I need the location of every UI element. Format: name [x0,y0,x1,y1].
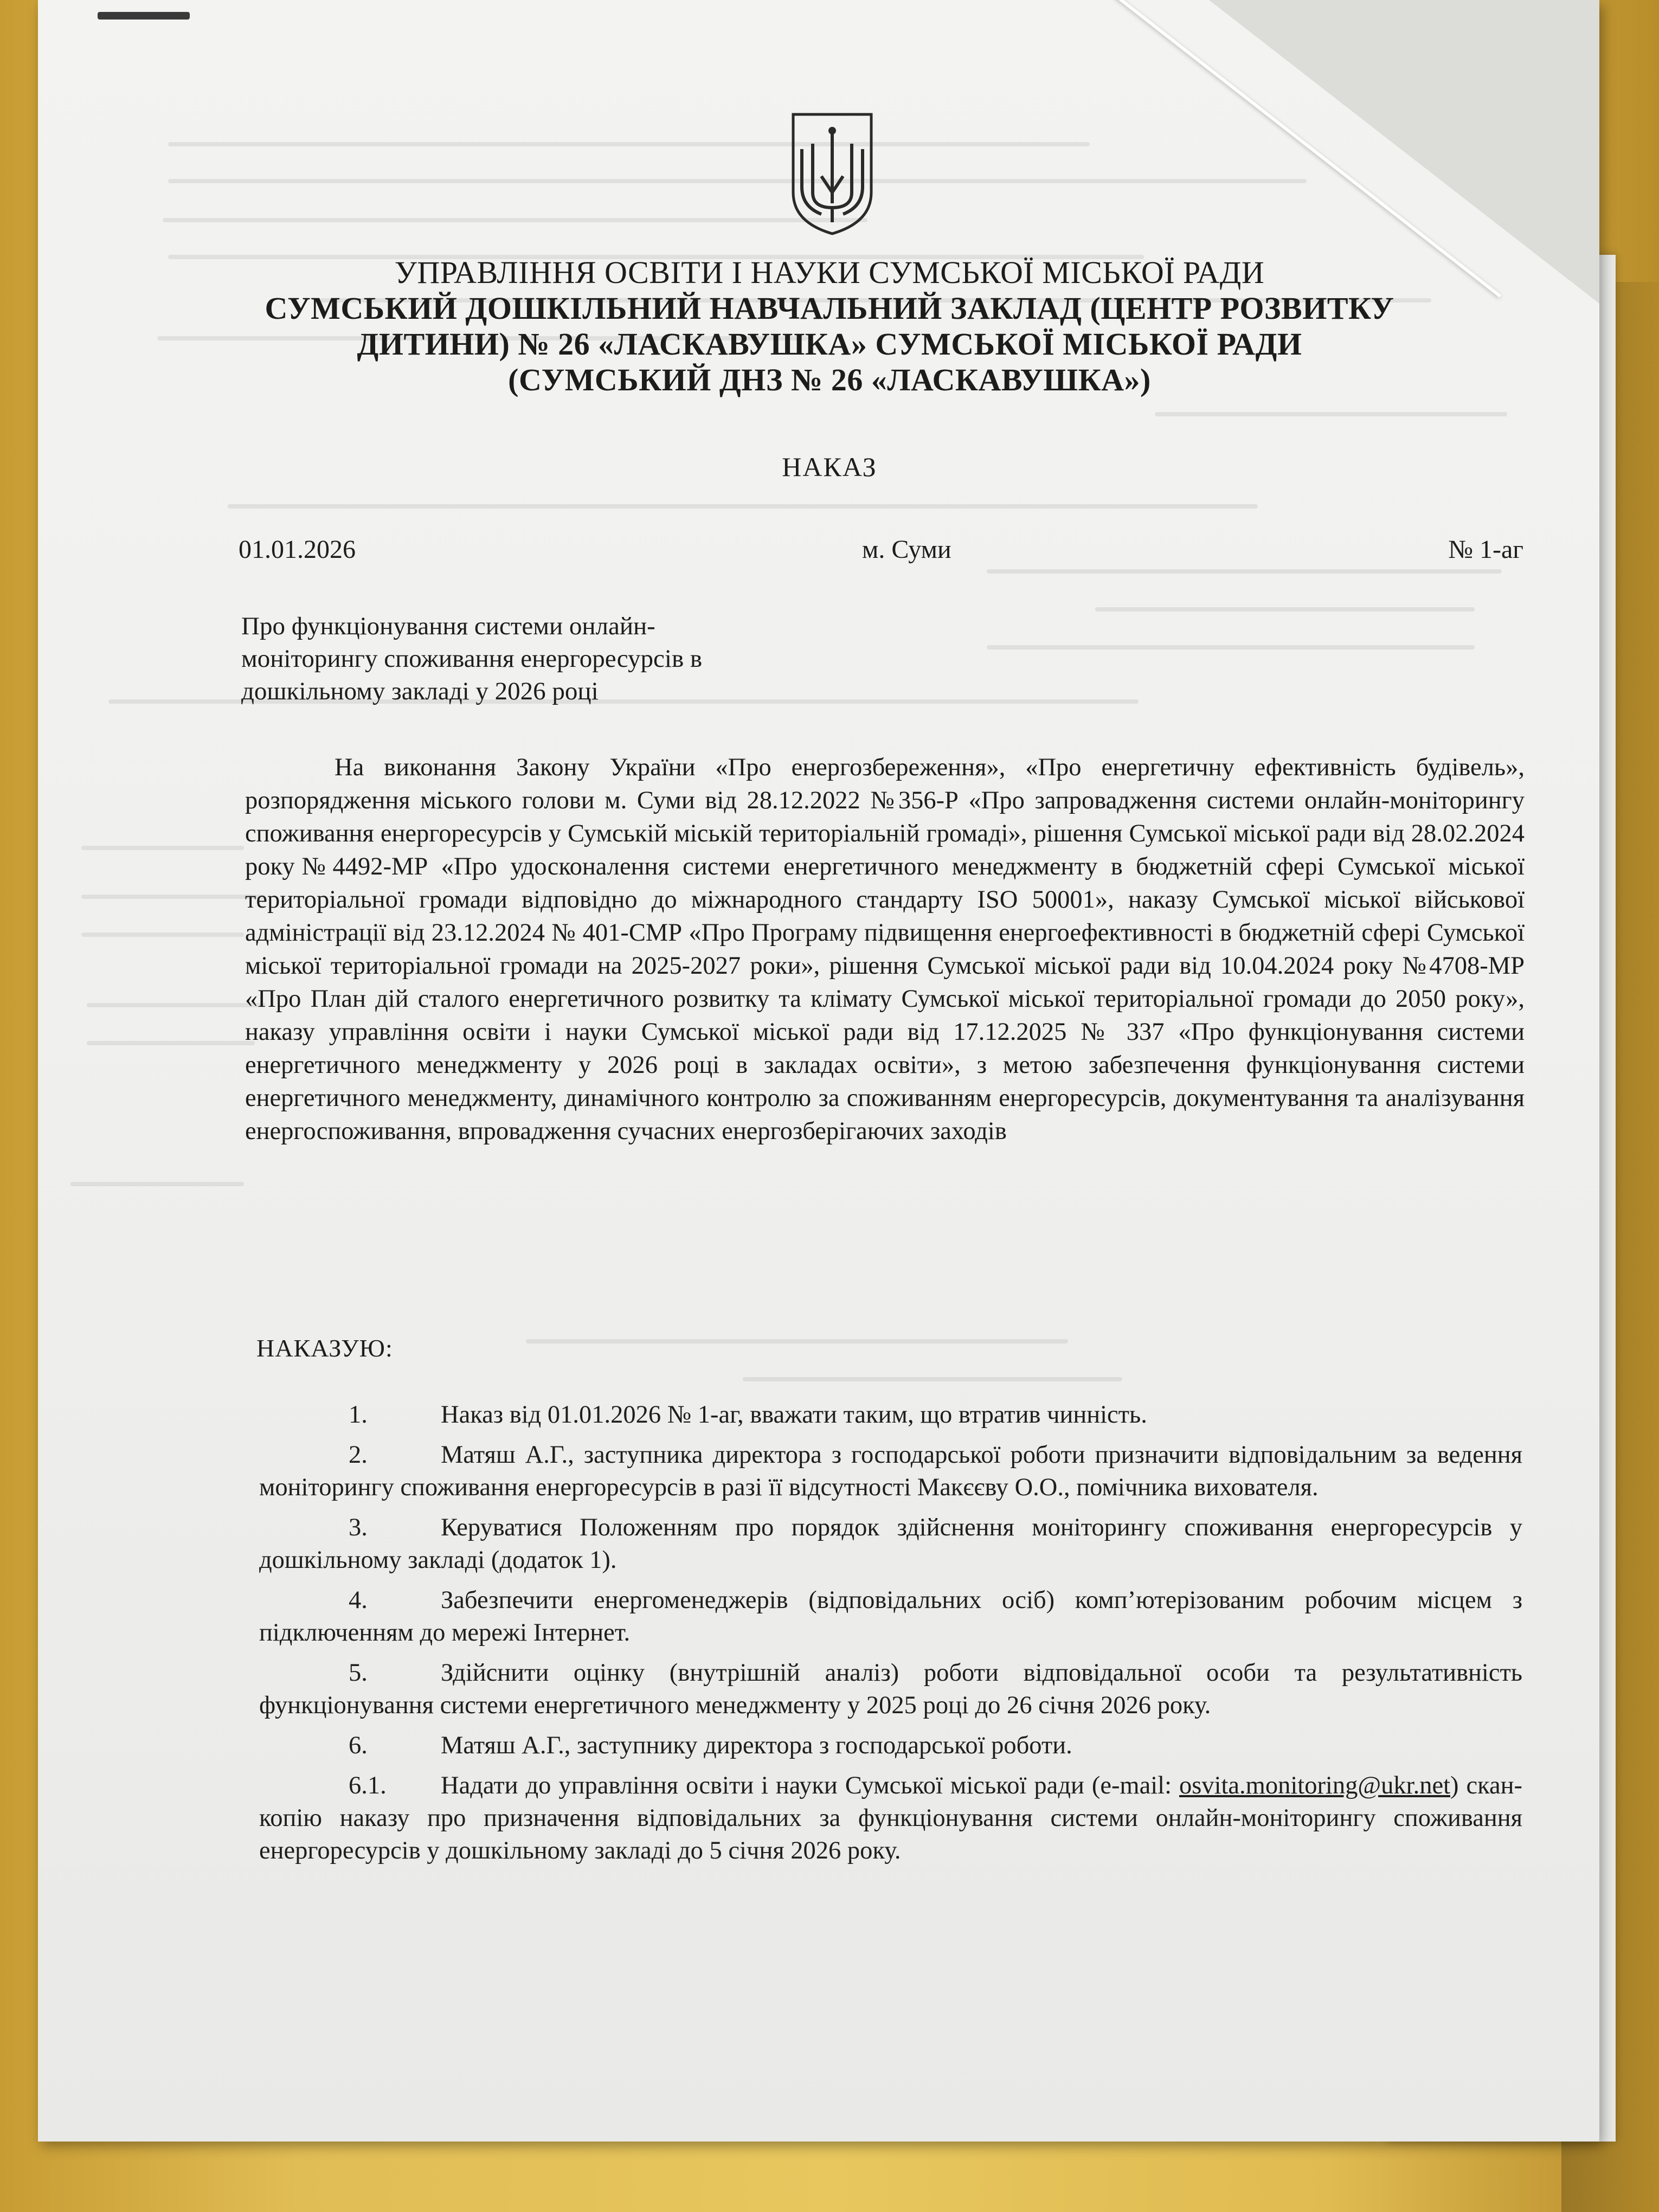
order-item-6-1 [259,1770,1522,1867]
item-text: Наказ від 01.01.2026 № 1-аг, вважати таким, що втратив чинність. [441,1401,1147,1429]
item-number: 6.1. [349,1772,387,1799]
item-number: 2. [349,1441,368,1469]
item-text: Матяш А.Г., заступнику директора з господарської роботи. [441,1732,1072,1759]
preamble-paragraph: На виконання Закону України «Про енергозбереження», «Про енергетичну ефективність будівель», розпорядження міського голови м. Суми від 28.12.2022 №356-Р «Про запровадження системи онлайн-моніторингу споживання енергоресурсів у Сумській міській територіальній громаді», рішення Сумської міської ради від 28.02.2024 року№4492-МР «Про удосконалення системи енергетичного менеджменту в бюджетній сфері Сумської міської територіальної громади відповідно до міжнародного стандарту ISO 50001», наказу Сумської міської військової адміністрації від 23.12.2024 № 401-СМР «Про Програму підвищення енергоефективності в бюджетній сфері Сумської міської територіальної громади на 2025-2027 роки», рішення Сумської міської ради від 10.04.2024 року №4708-МР «Про План дій сталого енергетичного розвитку та клімату Сумської міської територіальної громади до 2050 року», наказу управління освіти і науки Сумської міської ради від 17.12.2025 № 337 «Про функціонування системи енергетичного менеджменту у 2026 році в закладах освіти», з метою забезпечення функціонування системи енергетичного менеджменту, динамічного контролю за споживанням енергоресурсів, документування та аналізування енергоспоживання, впровадження сучасних енергозберігаючих заходів [245,754,1525,1145]
order-items [259,1399,1522,1875]
order-item-1 [259,1399,1522,1431]
order-date: 01.01.2026 [239,535,356,564]
email-link[interactable]: osvita.monitoring@ukr.net [1179,1772,1451,1799]
header-line-1: УПРАВЛІННЯ ОСВІТИ І НАУКИ СУМСЬКОЇ МІСЬКОЇ РАДИ [394,255,1265,290]
order-item-5 [259,1657,1522,1722]
header-line-4: (СУМСЬКИЙ ДНЗ № 26 «ЛАСКАВУШКА») [508,362,1151,397]
item-text: Надати до управління освіти і науки Сумської міської ради (e-mail: [441,1772,1172,1799]
subject-line: моніторингу споживання енергоресурсів в [241,645,703,673]
item-number: 6. [349,1732,368,1759]
document-type: НАКАЗ [782,452,877,482]
order-subject [241,610,892,708]
item-text: Здійснити оцінку (внутрішній аналіз) роботи відповідальної особи та результативність функціонування системи енергетичного менеджменту у 2025 році до 26 січня 2026 року. [259,1659,1522,1719]
pen-mark [98,12,190,20]
order-item-4 [259,1584,1522,1649]
ukraine-trident-icon [789,111,876,236]
order-city: м. Суми [862,535,951,564]
item-text: ) скан-копію наказу про призначення відповідальних за функціонування системи онлайн-моніторингу споживання енергоресурсів у дошкільному закладі до 5 січня 2026 року. [259,1772,1523,1864]
header-line-2: СУМСЬКИЙ ДОШКІЛЬНИЙ НАВЧАЛЬНИЙ ЗАКЛАД (ЦЕНТР РОЗВИТКУ [265,291,1394,326]
institution-header [0,255,1659,398]
subject-line: дошкільному закладі у 2026 році [241,677,599,705]
item-text: Забезпечити енергоменеджерів (відповідальних осіб) комп’ютерізованим робочим місцем з підключенням до мережі Інтернет. [259,1586,1522,1647]
header-line-3: ДИТИНИ) № 26 «ЛАСКАВУШКА» СУМСЬКОЇ МІСЬКОЇ РАДИ [357,326,1302,362]
item-number: 4. [349,1586,368,1614]
item-text: Матяш А.Г., заступника директора з господарської роботи призначити відповідальним за ведення моніторингу споживання енергоресурсів в разі її відсутності Макєєву О.О., помічника вихователя. [259,1441,1522,1501]
order-item-2 [259,1439,1522,1504]
order-directive-heading: НАКАЗУЮ: [256,1334,393,1362]
item-number: 1. [349,1401,368,1429]
order-item-3 [259,1512,1522,1577]
subject-line: Про функціонування системи онлайн- [241,612,655,640]
item-number: 5. [349,1659,368,1687]
order-number: № 1-аг [1448,535,1523,564]
order-item-6 [259,1729,1522,1762]
item-text: Керуватися Положенням про порядок здійснення моніторингу споживання енергоресурсів у дошкільному закладі (додаток 1). [259,1514,1522,1574]
item-number: 3. [349,1514,368,1541]
